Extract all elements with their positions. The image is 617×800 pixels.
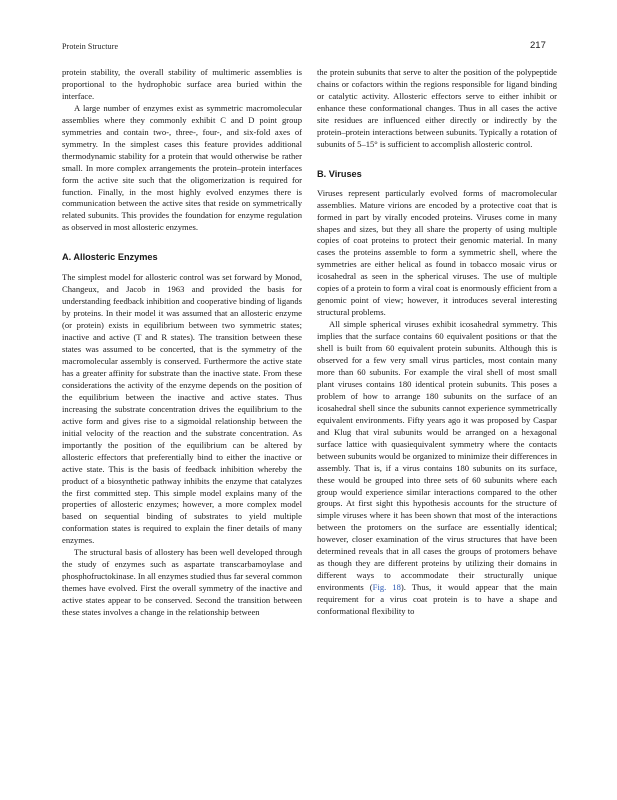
paragraph: Viruses represent particularly evolved forms of macromolecular assemblies. Mature virions are encoded by a protective coat that is formed in part by virally encoded proteins. Viruses come in many shapes and sizes, but they all share the property of using multiple copies of coat proteins to protect their genomic material. In many cases the proteins assemble to form a symmetric shell, where the symmetries are either helical as found in tobacco mosaic virus or icosahedral as seen in the spherical viruses. The use of multiple copies of a protein to form a viral coat is enormously efficient from a genomic point of view; however, it introduces several interesting structural problems. <box>317 187 557 318</box>
paragraph: The structural basis of allostery has been well developed through the study of enzymes such as aspartate transcarbamoylase and phosphofructokinase. In all enzymes studied thus far several common themes have evolved. First the overall symmetry of the inactive and active states appear to be conserved. Second the transition between these states involves a change in the relationship between <box>62 547 302 618</box>
section-heading-viruses: B. Viruses <box>317 168 362 179</box>
paragraph-text: All simple spherical viruses exhibit icosahedral symmetry. This implies that the surface contains 60 equivalent positions or that the shell is built from 60 equivalent protein subunits. Although this is observed for a few very small virus particles, most contain many more than 60 subunits. For example the viral shell of most small plant viruses contains 180 identical protein subunits. This poses a problem of how to arrange 180 subunits on the surface of an icosahedral shell since the subunits cannot experience symmetrically equivalent environments. Fifty years ago it was proposed by Caspar and Klug that viral subunits would be arranged on a hexagonal surface lattice with quasiequivalent symmetry where the contacts between subunits would be organized to minimize their differences in assembly. That is, if a virus contains 180 subunits on its surface, these would be grouped into three sets of 60 subunits where each group would experience similar interactions compared to the other groups. At first sight this hypothesis accounts for the structure of simple viruses where it has been shown that most of the interactions between the protomers on the surface are essentially identical; however, closer examination of the virus structures that have been determined reveals that in all cases the groups of protomers behave as though they are different proteins by utilizing their domains in different ways to accommodate their structurally unique environments ( <box>317 319 557 593</box>
paragraph <box>317 319 557 618</box>
paragraph: The simplest model for allosteric control was set forward by Monod, Changeux, and Jacob in 1963 and provided the basis for understanding feedback inhibition and cooperative binding of ligands by proteins. In their model it was assumed that an allosteric enzyme (or protein) exists in equilibrium between two symmetric states; inactive and active (T and R states). The transition between these states was assumed to be concerted, that is the symmetry of the macromolecular assembly is conserved. Furthermore the active state has a greater affinity for substrate than the inactive state. From these considerations the activity of the enzyme depends on the position of the equilibrium between the inactive and active states. Thus increasing the substrate concentration drives the equilibrium to the active form and gives rise to a sigmoidal relationship between the initial velocity of the reaction and the substrate concentration. As importantly the position of the equilibrium can be altered by allosteric effectors that preferentially bind to either the inactive or active state. This is the basis of feedback inhibition whereby the product of a biosynthetic pathway inhibits the enzyme that catalyzes the first committed step. This simple model explains many of the properties of allosteric enzymes; however, a more complex model based on sequential binding of substrates to yield multiple conformation states is required to explain the finer details of many enzymes. <box>62 272 302 546</box>
paragraph: the protein subunits that serve to alter the position of the polypeptide chains or cofactors within the regions responsible for ligand binding or catalytic activity. Allosteric effectors serve to either inhibit or enhance these conformational changes. Thus in all cases the active site residues are influenced either directly or indirectly by the protein–protein interactions between subunits. Typically a rotation of subunits of 5–15° is sufficient to accomplish allosteric control. <box>317 67 557 149</box>
running-title: Protein Structure <box>62 42 119 51</box>
figure-reference-link[interactable]: Fig. 18 <box>372 582 401 593</box>
left-column <box>62 67 302 619</box>
paragraph: protein stability, the overall stability of multimeric assemblies is proportional to the hydrophobic surface area buried within the interface. <box>62 67 302 101</box>
right-column <box>317 67 557 618</box>
section-heading-allosteric-enzymes: A. Allosteric Enzymes <box>62 252 158 263</box>
page-number: 217 <box>530 40 546 51</box>
paragraph: A large number of enzymes exist as symmetric macromolecular assemblies where they commonly exhibit C and D point group symmetries and contain two-, three-, four-, and six-fold axes of symmetry. In the simplest cases this feature provides additional thermodynamic stability for a protein that would otherwise be rather small. In more complex arrangements the protein–protein interfaces form the active site such that the oligomerization is required for function. Finally, in the most highly evolved enzymes there is communication between the active sites that reside on symmetrically related subunits. This provides the foundation for enzyme regulation as observed in most allosteric enzymes. <box>62 102 302 233</box>
paragraph-text: ). Thus, it would appear that the main requirement for a virus coat protein is to have a shape and conformational flexibility to <box>317 582 557 617</box>
